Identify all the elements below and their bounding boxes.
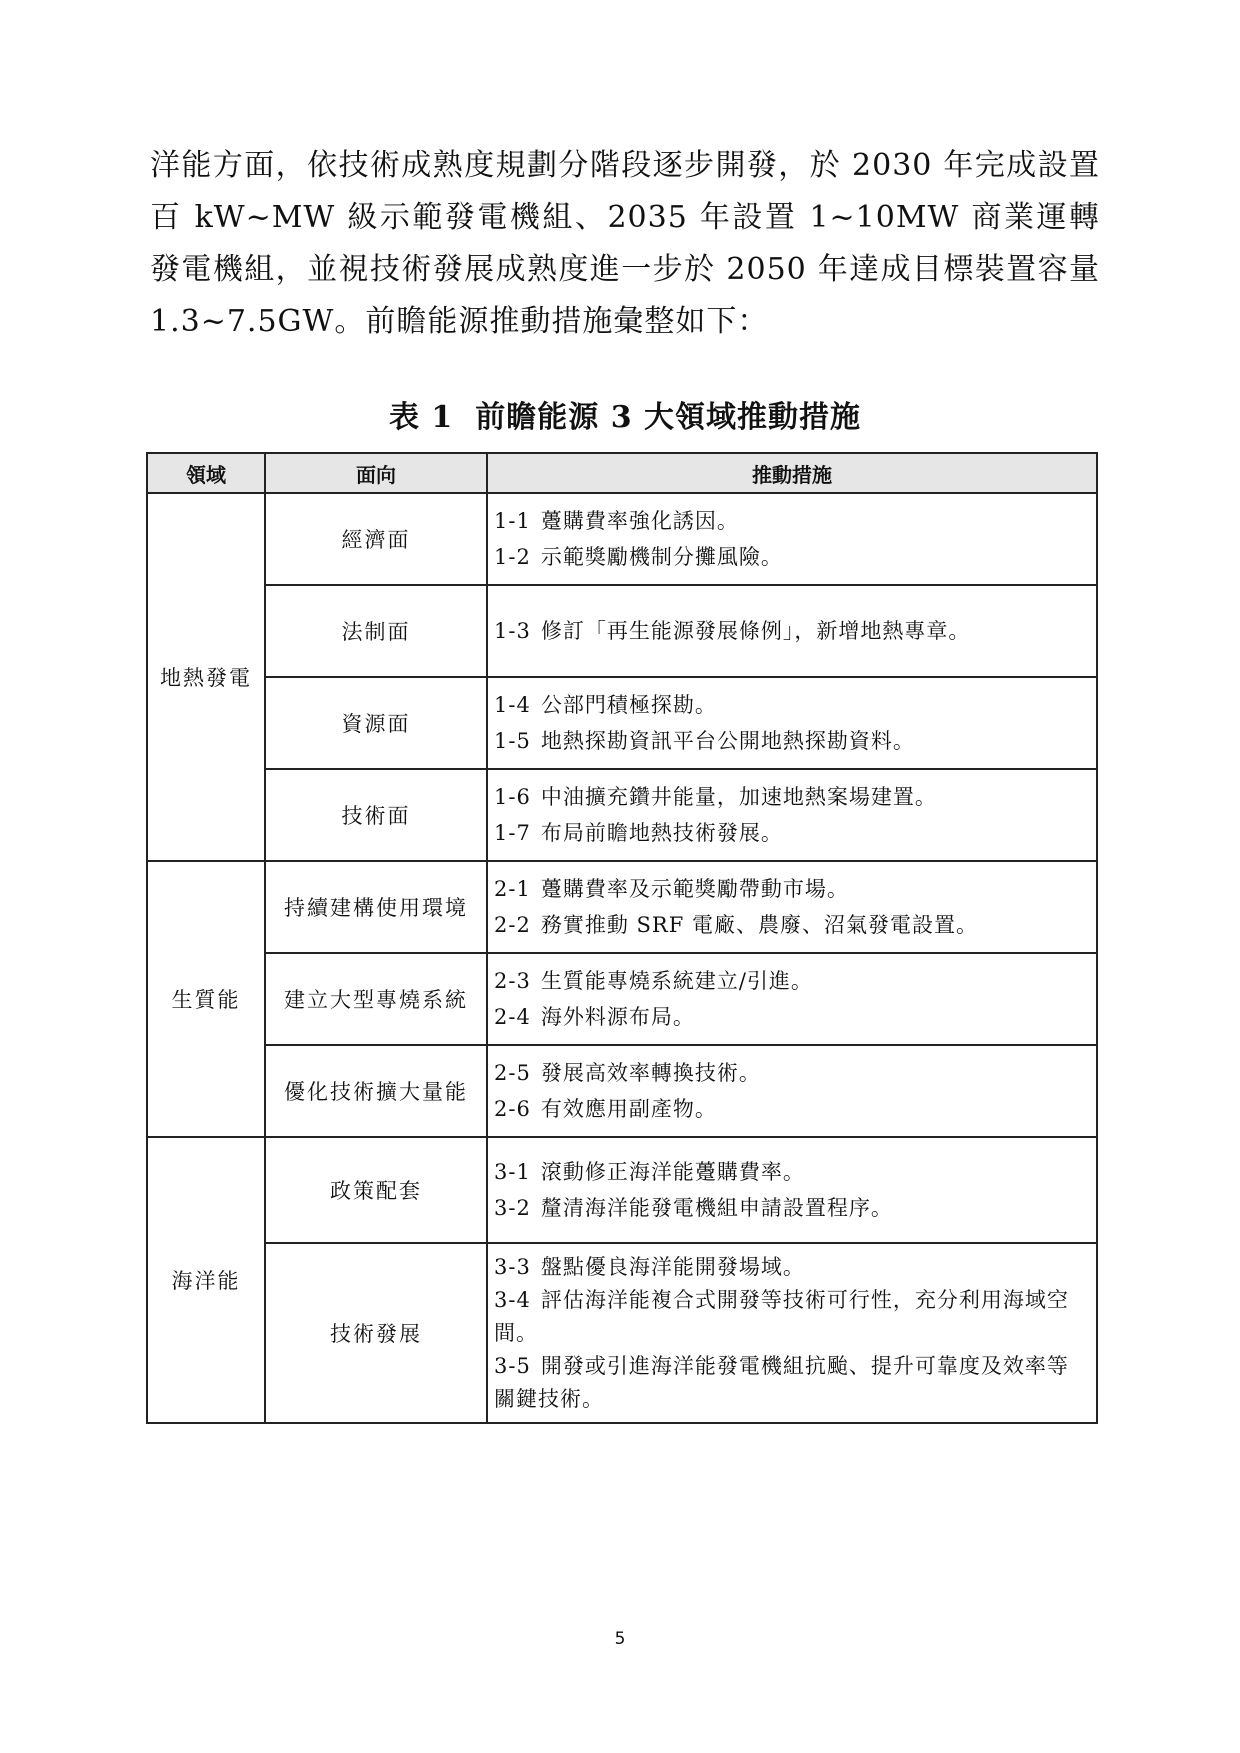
measure-text: 公部門積極探勘。: [540, 693, 717, 717]
aspect-cell: 技術面: [265, 769, 487, 861]
measure-item: [494, 999, 1090, 1035]
measure-code: 2-3: [494, 969, 531, 993]
intro-paragraph-block: [150, 140, 1100, 348]
measure-item: [494, 1055, 1090, 1091]
measure-code: 3-3: [494, 1254, 531, 1279]
measure-item: [494, 1284, 1090, 1350]
table-row: [147, 1045, 1097, 1137]
measure-item: [494, 503, 1090, 539]
measure-item: [494, 539, 1090, 575]
table-header-row: [147, 453, 1097, 493]
measure-item: [494, 1350, 1090, 1416]
table-row: [147, 493, 1097, 585]
table-row: [147, 861, 1097, 953]
aspect-cell: 政策配套: [265, 1137, 487, 1243]
intro-paragraph: 洋能方面，依技術成熟度規劃分階段逐步開發，於 2030 年完成設置百 kW~MW 級示範發電機組、2035 年設置 1~10MW 商業運轉發電機組，並視技術發展成熟度進一步於 2050 年達成目標裝置容量 1.3~7.5GW。前瞻能源推動措施彙整如下：: [150, 148, 1100, 339]
measure-code: 1-1: [494, 509, 531, 533]
measure-text: 布局前瞻地熱技術發展。: [540, 821, 783, 845]
measure-text: 示範獎勵機制分攤風險。: [540, 545, 783, 569]
aspect-cell: 法制面: [265, 585, 487, 677]
table-caption-text: 前瞻能源 3 大領域推動措施: [475, 400, 862, 435]
measure-item: [494, 815, 1090, 851]
measure-code: 3-4: [494, 1287, 531, 1312]
measure-code: 1-3: [494, 619, 531, 643]
measure-item: [494, 1154, 1090, 1190]
measure-text: 修訂「再生能源發展條例」，新增地熱專章。: [540, 619, 971, 643]
measure-code: 1-2: [494, 545, 531, 569]
measures-cell: [487, 1045, 1097, 1137]
header-measures: 推動措施: [487, 453, 1097, 493]
aspect-cell: 持續建構使用環境: [265, 861, 487, 953]
measure-code: 2-6: [494, 1097, 531, 1121]
measure-text: 中油擴充鑽井能量，加速地熱案場建置。: [540, 785, 937, 809]
measure-text: 滾動修正海洋能躉購費率。: [540, 1160, 805, 1184]
measure-text: 發展高效率轉換技術。: [540, 1061, 761, 1085]
measure-text: 釐清海洋能發電機組申請設置程序。: [540, 1196, 893, 1220]
measure-item: [494, 907, 1090, 943]
measure-item: [494, 1091, 1090, 1127]
page-number: 5: [614, 1629, 626, 1649]
measure-text: 生質能專燒系統建立/引進。: [540, 969, 813, 993]
measure-text: 海外料源布局。: [540, 1005, 695, 1029]
measures-table: [146, 452, 1098, 1424]
measure-code: 2-1: [494, 877, 531, 901]
measure-code: 1-4: [494, 693, 531, 717]
measures-cell: [487, 861, 1097, 953]
measure-text: 地熱探勘資訊平台公開地熱探勘資料。: [540, 729, 915, 753]
measures-cell: [487, 769, 1097, 861]
measure-item: [494, 1190, 1090, 1226]
measure-item: [494, 871, 1090, 907]
measure-text: 務實推動 SRF 電廠、農廢、沼氣發電設置。: [540, 913, 978, 937]
measure-code: 1-7: [494, 821, 531, 845]
measure-text: 開發或引進海洋能發電機組抗颱、提升可靠度及效率等關鍵技術。: [494, 1353, 1069, 1411]
table-row: [147, 585, 1097, 677]
measure-item: [494, 779, 1090, 815]
measure-code: 1-5: [494, 729, 531, 753]
measure-code: 1-6: [494, 785, 531, 809]
table-row: [147, 769, 1097, 861]
aspect-cell: 資源面: [265, 677, 487, 769]
measure-item: [494, 963, 1090, 999]
measure-item: [494, 1251, 1090, 1284]
measure-item: [494, 723, 1090, 759]
measure-text: 有效應用副產物。: [540, 1097, 717, 1121]
measure-text: 躉購費率強化誘因。: [540, 509, 739, 533]
domain-cell-geothermal: 地熱發電: [147, 493, 265, 861]
measures-cell: [487, 953, 1097, 1045]
measures-cell: [487, 585, 1097, 677]
header-aspect: 面向: [265, 453, 487, 493]
domain-cell-ocean: 海洋能: [147, 1137, 265, 1423]
header-domain: 領域: [147, 453, 265, 493]
table-caption: [0, 392, 1240, 436]
measures-cell: [487, 493, 1097, 585]
measure-text: 躉購費率及示範獎勵帶動市場。: [540, 877, 849, 901]
measure-text: 評估海洋能複合式開發等技術可行性，充分利用海域空間。: [494, 1287, 1069, 1345]
measure-code: 3-5: [494, 1353, 531, 1378]
table-row: [147, 1243, 1097, 1423]
aspect-cell: 經濟面: [265, 493, 487, 585]
domain-cell-biomass: 生質能: [147, 861, 265, 1137]
aspect-cell: 優化技術擴大量能: [265, 1045, 487, 1137]
measure-text: 盤點優良海洋能開發場域。: [540, 1254, 805, 1279]
measure-code: 2-2: [494, 913, 531, 937]
measures-cell: [487, 677, 1097, 769]
measure-code: 2-4: [494, 1005, 531, 1029]
measure-item: [494, 613, 1090, 649]
table-caption-label: 表 1: [388, 400, 454, 435]
measure-code: 3-2: [494, 1196, 531, 1220]
table-row: [147, 1137, 1097, 1243]
table-row: [147, 677, 1097, 769]
measure-item: [494, 687, 1090, 723]
measures-cell: [487, 1243, 1097, 1423]
table-row: [147, 953, 1097, 1045]
measures-cell: [487, 1137, 1097, 1243]
aspect-cell: 建立大型專燒系統: [265, 953, 487, 1045]
aspect-cell: 技術發展: [265, 1243, 487, 1423]
measure-code: 3-1: [494, 1160, 531, 1184]
measure-code: 2-5: [494, 1061, 531, 1085]
